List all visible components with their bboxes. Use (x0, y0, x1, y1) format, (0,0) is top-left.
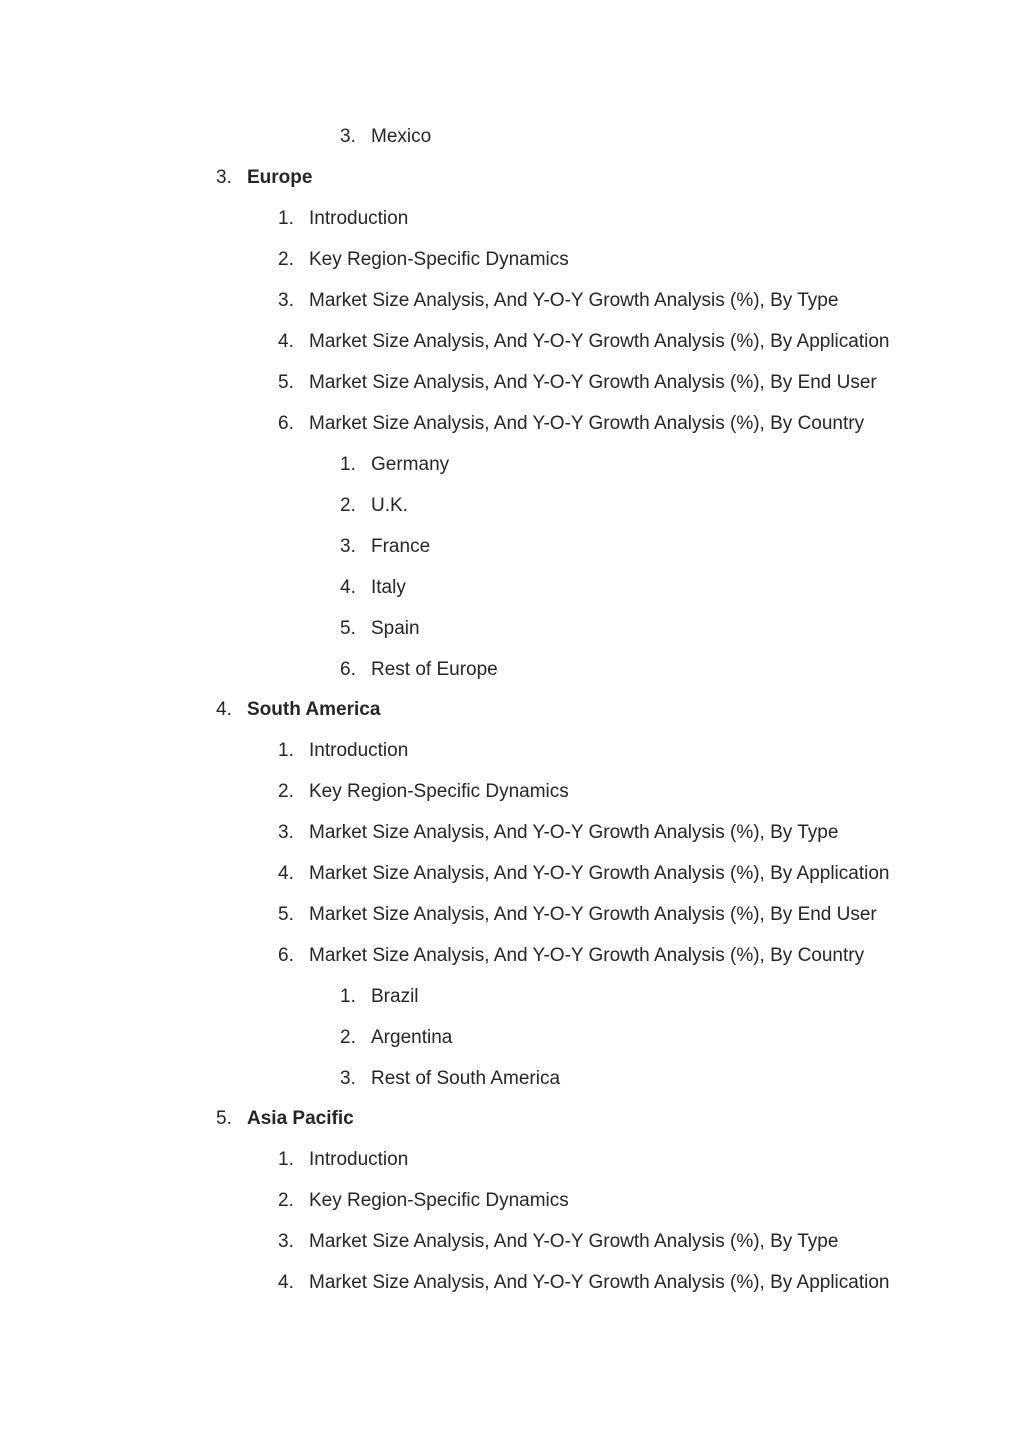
list-item (278, 894, 877, 935)
list-item (340, 608, 420, 649)
list-text: Key Region-Specific Dynamics (309, 1190, 569, 1211)
list-number: 1. (278, 1149, 294, 1170)
list-number: 1. (340, 986, 356, 1007)
list-item (340, 444, 449, 485)
list-item (340, 1058, 560, 1099)
list-item (278, 280, 838, 321)
list-item (278, 812, 838, 853)
list-number: 5. (216, 1108, 232, 1129)
list-number: 1. (278, 208, 294, 229)
list-number: 3. (340, 1068, 356, 1089)
list-text: Market Size Analysis, And Y-O-Y Growth Analysis (%), By Country (309, 413, 865, 434)
list-text: Italy (371, 577, 406, 598)
list-number: 5. (278, 372, 294, 393)
list-item (278, 1262, 889, 1303)
list-item (278, 771, 569, 812)
list-text: Introduction (309, 740, 409, 761)
list-number: 1. (340, 454, 356, 475)
list-item (340, 976, 419, 1017)
list-item (278, 1180, 569, 1221)
list-number: 5. (340, 618, 356, 639)
list-text: Market Size Analysis, And Y-O-Y Growth Analysis (%), By Application (309, 331, 890, 352)
list-item (278, 853, 889, 894)
list-text: Market Size Analysis, And Y-O-Y Growth Analysis (%), By End User (309, 372, 877, 393)
list-text: Europe (247, 167, 313, 188)
list-number: 2. (340, 1027, 356, 1048)
list-number: 2. (278, 1190, 294, 1211)
list-text: Germany (371, 454, 450, 475)
list-text: Asia Pacific (247, 1108, 354, 1129)
list-number: 4. (278, 331, 294, 352)
list-item (340, 485, 408, 526)
section-heading-south-america (216, 689, 380, 730)
list-text: Market Size Analysis, And Y-O-Y Growth Analysis (%), By Type (309, 290, 839, 311)
list-text: Market Size Analysis, And Y-O-Y Growth Analysis (%), By Type (309, 1231, 839, 1252)
list-text: Rest of South America (371, 1068, 561, 1089)
list-item (340, 526, 430, 567)
list-number: 2. (278, 781, 294, 802)
list-item (278, 403, 864, 444)
list-number: 6. (278, 413, 294, 434)
list-text: Brazil (371, 986, 419, 1007)
list-item (278, 321, 889, 362)
list-text: U.K. (371, 495, 408, 516)
list-text: Market Size Analysis, And Y-O-Y Growth Analysis (%), By Country (309, 945, 865, 966)
list-text: Key Region-Specific Dynamics (309, 249, 569, 270)
list-text: Market Size Analysis, And Y-O-Y Growth Analysis (%), By Application (309, 863, 890, 884)
list-item (340, 567, 406, 608)
list-number: 4. (216, 699, 232, 720)
list-text: Key Region-Specific Dynamics (309, 781, 569, 802)
list-number: 6. (278, 945, 294, 966)
list-number: 4. (340, 577, 356, 598)
list-item (278, 1139, 408, 1180)
list-item (278, 1221, 838, 1262)
list-text: Spain (371, 618, 420, 639)
list-item (340, 116, 431, 157)
list-item (278, 935, 864, 976)
list-item (278, 730, 408, 771)
list-text: Argentina (371, 1027, 453, 1048)
list-number: 2. (340, 495, 356, 516)
list-number: 5. (278, 904, 294, 925)
section-heading-asia-pacific (216, 1098, 354, 1139)
list-text: Market Size Analysis, And Y-O-Y Growth Analysis (%), By End User (309, 904, 877, 925)
list-number: 3. (340, 536, 356, 557)
list-text: Market Size Analysis, And Y-O-Y Growth Analysis (%), By Application (309, 1272, 890, 1293)
list-number: 4. (278, 863, 294, 884)
list-text: Introduction (309, 208, 409, 229)
list-number: 6. (340, 659, 356, 680)
list-item (278, 362, 877, 403)
list-number: 1. (278, 740, 294, 761)
list-text: South America (247, 699, 381, 720)
list-number: 3. (340, 126, 356, 147)
list-text: Rest of Europe (371, 659, 498, 680)
list-item (340, 649, 498, 690)
list-text: Market Size Analysis, And Y-O-Y Growth Analysis (%), By Type (309, 822, 839, 843)
list-number: 3. (278, 822, 294, 843)
list-number: 3. (216, 167, 232, 188)
list-number: 3. (278, 290, 294, 311)
list-item (278, 239, 569, 280)
section-heading-europe (216, 157, 312, 198)
list-item (278, 198, 408, 239)
list-text: Introduction (309, 1149, 409, 1170)
list-number: 4. (278, 1272, 294, 1293)
list-text: France (371, 536, 431, 557)
list-number: 2. (278, 249, 294, 270)
list-number: 3. (278, 1231, 294, 1252)
list-item (340, 1017, 452, 1058)
list-text: Mexico (371, 126, 432, 147)
